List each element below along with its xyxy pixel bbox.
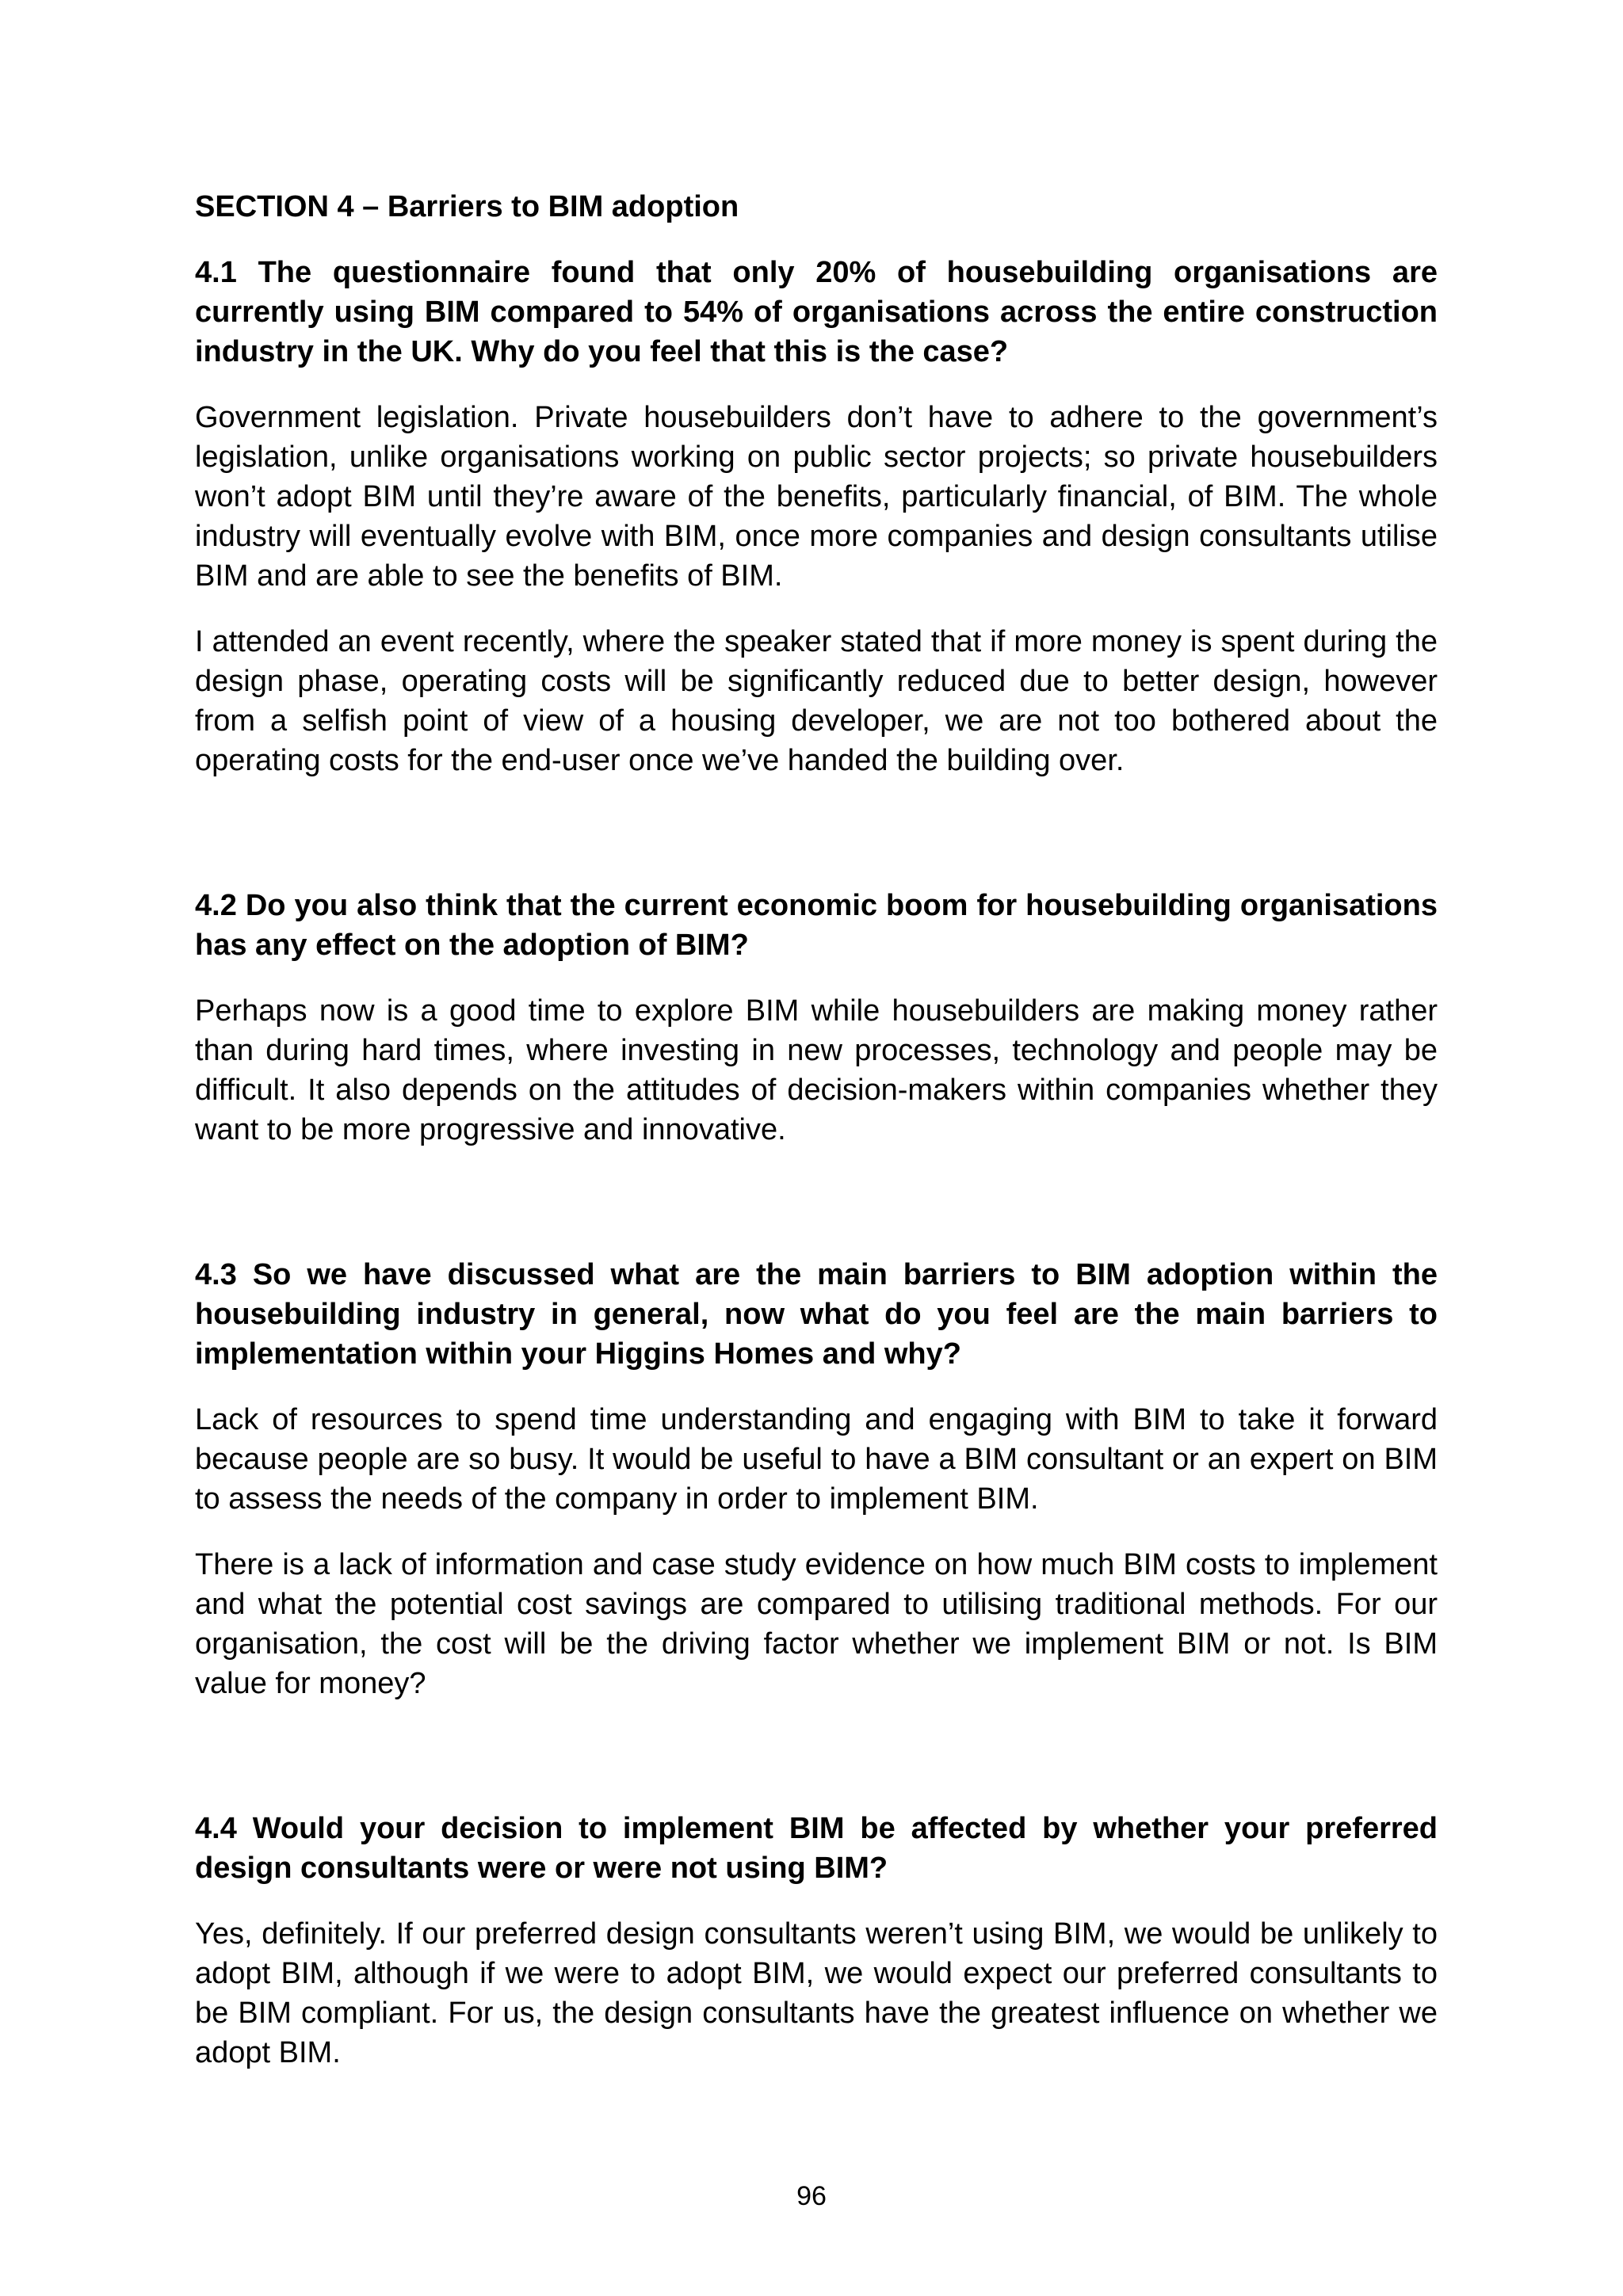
spacer xyxy=(195,1730,1438,1809)
document-page xyxy=(195,187,1438,2099)
question-4-4: 4.4 Would your decision to implement BIM be affected by whether your preferred design consultants were or were not using BIM? xyxy=(195,1812,1438,1885)
answer-4-1-paragraph-1: Government legislation. Private housebuilders don’t have to adhere to the government’s legislation, unlike organisations working on public sector projects; so private housebuilders won’t adopt BIM until they’re aware of the benefits, particularly financial, of BIM. The whole industry will eventually evolve with BIM, once more companies and design consultants utilise BIM and are able to see the benefits of BIM. xyxy=(195,401,1438,593)
answer-4-4-paragraph-1: Yes, definitely. If our preferred design consultants weren’t using BIM, we would be unlikely to adopt BIM, although if we were to adopt BIM, we would expect our preferred consultants to be BIM compliant. For us, the design consultants have the greatest influence on whether we adopt BIM. xyxy=(195,1917,1438,2069)
spacer xyxy=(195,1176,1438,1255)
question-4-3: 4.3 So we have discussed what are the main barriers to BIM adoption within the housebuilding industry in general, now what do you feel are the main barriers to implementation within your Higgins Homes and why? xyxy=(195,1258,1438,1371)
answer-4-1-paragraph-2: I attended an event recently, where the speaker stated that if more money is spent during the design phase, operating costs will be significantly reduced due to better design, however from a selfish point of view of a housing developer, we are not too bothered about the operating costs for the end-user once we’ve handed the building over. xyxy=(195,625,1438,777)
question-4-1: 4.1 The questionnaire found that only 20% of housebuilding organisations are currently using BIM compared to 54% of organisations across the entire construction industry in the UK. Why do you feel that this is the case? xyxy=(195,256,1438,368)
question-4-2: 4.2 Do you also think that the current economic boom for housebuilding organisations has any effect on the adoption of BIM? xyxy=(195,889,1438,962)
page-number: 96 xyxy=(796,2181,827,2211)
section-title: SECTION 4 – Barriers to BIM adoption xyxy=(195,190,739,223)
spacer xyxy=(195,807,1438,886)
answer-4-2-paragraph-1: Perhaps now is a good time to explore BIM while housebuilders are making money rather than during hard times, where investing in new processes, technology and people may be difficult. It also depends on the attitudes of decision-makers within companies whether they want to be more progressive and innovative. xyxy=(195,994,1438,1146)
answer-4-3-paragraph-1: Lack of resources to spend time understanding and engaging with BIM to take it forward because people are so busy. It would be useful to have a BIM consultant or an expert on BIM to assess the needs of the company in order to implement BIM. xyxy=(195,1403,1438,1516)
answer-4-3-paragraph-2: There is a lack of information and case study evidence on how much BIM costs to implement and what the potential cost savings are compared to utilising traditional methods. For our organisation, the cost will be the driving factor whether we implement BIM or not. Is BIM value for money? xyxy=(195,1548,1438,1700)
